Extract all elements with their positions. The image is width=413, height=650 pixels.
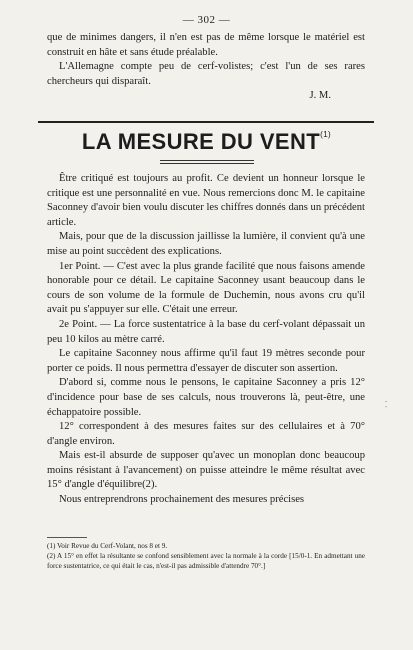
article-title [0, 129, 413, 155]
footnote: (2) A 15° en effet la résultante se confond sensiblement avec la normale à la corde [15/0-1. En admettant une force sustentatrice, ce qui était le cas, n'est-il pas admissible d'attendre 70°.] [47, 552, 365, 570]
paragraph: L'Allemagne compte peu de cerf-volistes; c'est l'un de ses rares chercheurs qui disparaît. [47, 61, 365, 87]
paragraph: Mais est-il absurde de supposer qu'avec un monoplan donc beaucoup moins résistant à l'avancement) on puisse atteindre le même résultat avec 15° d'angle d'équilibre(2). [47, 450, 365, 491]
article-title-text: LA MESURE DU VENT [81, 129, 321, 154]
article-body [47, 172, 365, 508]
paragraph: D'abord si, comme nous le pensons, le capitaine Saconney a pris 12° d'incidence pour base de ses calculs, nous trouverons là, peut-être, une échappatoire possible. [47, 377, 365, 418]
paragraph: Nous entreprendrons prochainement des mesures précises [59, 494, 305, 506]
signature-line [47, 89, 365, 104]
footnotes [47, 541, 365, 571]
section-divider [38, 121, 374, 123]
title-footnote-mark: (1) [320, 130, 332, 139]
paragraph: Être critiqué est toujours au profit. Ce devient un honneur lorsque le critique est une personnalité en vue. Nous remercions donc M. le capitaine Saconney d'avoir bien voulu discuter les chiffres donnés dans un précédent article. [47, 173, 365, 228]
footnote-divider [47, 537, 87, 538]
paragraph: Le capitaine Saconney nous affirme qu'il faut 19 mètres seconde pour porter ce poids. Il nous permettra d'essayer de discuter son assertion. [47, 348, 365, 374]
paragraph: 1er Point. — C'est avec la plus grande facilité que nous faisons amende honorable pour ce détail. Le capitaine Saconney usant beaucoup dans le cours de son volume de la formule de Duchemin, nous avons cru qu'il avait pu s'appuyer sur elle. C'était une erreur. [47, 260, 365, 316]
footnote: (1) Voir Revue du Cerf-Volant, nos 8 et 9. [47, 542, 168, 550]
paragraph: 12° correspondent à des mesures faites sur des cellulaires et à 70° d'angle environ. [47, 421, 365, 447]
page-number: — 302 — [182, 14, 231, 26]
previous-article-ending [47, 31, 365, 104]
margin-mark: · · [381, 400, 391, 409]
paragraph: que de minimes dangers, il n'en est pas de même lorsque le matériel est construit en hâte et sans étude préalable. [47, 32, 365, 58]
title-ornament-rule [160, 160, 254, 164]
paragraph: Mais, pour que de la discussion jaillisse la lumière, il convient qu'à une mise au point succèdent des explications. [47, 231, 365, 257]
paragraph: 2e Point. — La force sustentatrice à la base du cerf-volant dépassait un peu 10 kilos au mètre carré. [47, 318, 365, 345]
signature: J. M. [309, 90, 331, 102]
